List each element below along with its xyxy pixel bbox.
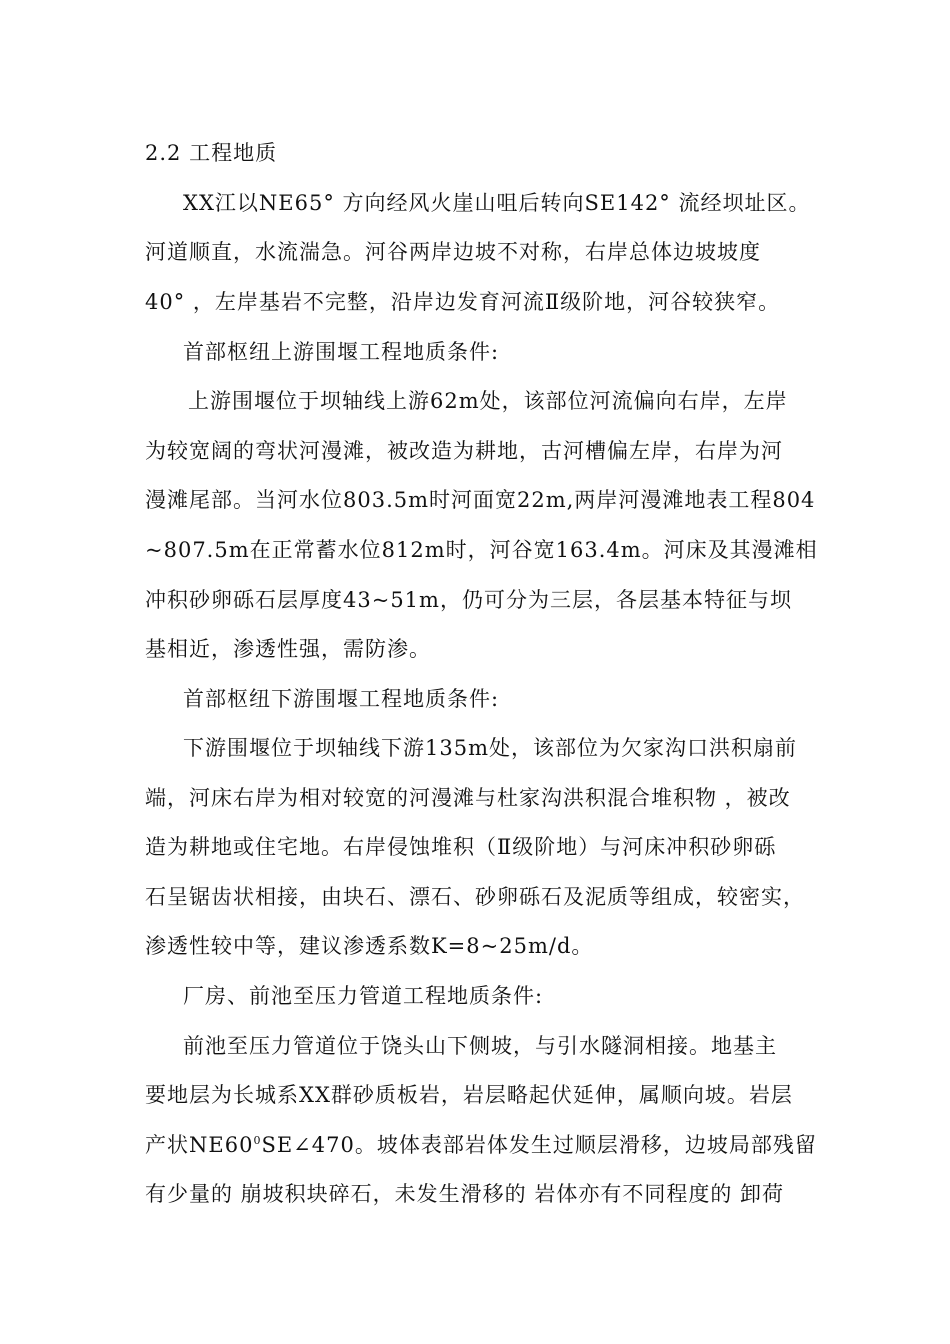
attitude-text: 产状NE60 (145, 1133, 254, 1157)
attitude-text-cont: SE∠470。坡体表部岩体发生过顺层滑移，边坡局部残留 (261, 1133, 817, 1157)
subsection-title: 厂房、前池至压力管道工程地质条件: (183, 984, 544, 1008)
paragraph-line: 有少量的 崩坡积块碎石，未发生滑移的 岩体亦有不同程度的 卸荷 (145, 1182, 785, 1206)
paragraph-line: 基相近，渗透性强，需防渗。 (145, 637, 431, 661)
degree-superscript: 0 (253, 1134, 262, 1147)
paragraph-line: 漫滩尾部。当河水位803.5m时河面宽22m,两岸河漫滩地表工程804 (145, 488, 816, 512)
paragraph-line: 要地层为长城系XX群砂质板岩，岩层略起伏延伸，属顺向坡。岩层 (145, 1083, 793, 1107)
paragraph-line: XX江以NE65° 方向经风火崖山咀后转向SE142° 流经坝址区。 (183, 191, 811, 215)
paragraph-line: ~807.5m在正常蓄水位812m时，河谷宽163.4m。河床及其漫滩相 (145, 538, 818, 562)
paragraph-line: 前池至压力管道位于饶头山下侧坡，与引水隧洞相接。地基主 (183, 1034, 777, 1058)
paragraph-line: 上游围堰位于坝轴线上游62m处，该部位河流偏向右岸，左岸 (188, 389, 788, 413)
paragraph-line: 下游围堰位于坝轴线下游135m处，该部位为欠家沟口洪积扇前 (183, 736, 797, 760)
subsection-title: 首部枢纽上游围堰工程地质条件: (183, 340, 500, 364)
section-heading: 2.2 工程地质 (145, 141, 278, 165)
paragraph-line: 石呈锯齿状相接，由块石、漂石、砂卵砾石及泥质等组成，较密实， (145, 885, 805, 909)
paragraph-line: 河道顺直，水流湍急。河谷两岸边坡不对称，右岸总体边坡坡度 (145, 240, 761, 264)
paragraph-line: 端，河床右岸为相对较宽的河漫滩与杜家沟洪积混合堆积物 ，被改 (145, 786, 791, 810)
paragraph-line: 渗透性较中等，建议渗透系数K=8~25m/d。 (145, 934, 594, 958)
paragraph-line: 40° ，左岸基岩不完整，沿岸边发育河流Ⅱ级阶地，河谷较狭窄。 (145, 290, 781, 314)
paragraph-line (145, 1131, 825, 1159)
subsection-title: 首部枢纽下游围堰工程地质条件: (183, 687, 500, 711)
paragraph-line: 造为耕地或住宅地。右岸侵蚀堆积（Ⅱ级阶地）与河床冲积砂卵砾 (145, 835, 777, 859)
paragraph-line: 冲积砂卵砾石层厚度43~51m，仍可分为三层，各层基本特征与坝 (145, 588, 792, 612)
paragraph-line: 为较宽阔的弯状河漫滩，被改造为耕地，古河槽偏左岸，右岸为河 (145, 439, 783, 463)
